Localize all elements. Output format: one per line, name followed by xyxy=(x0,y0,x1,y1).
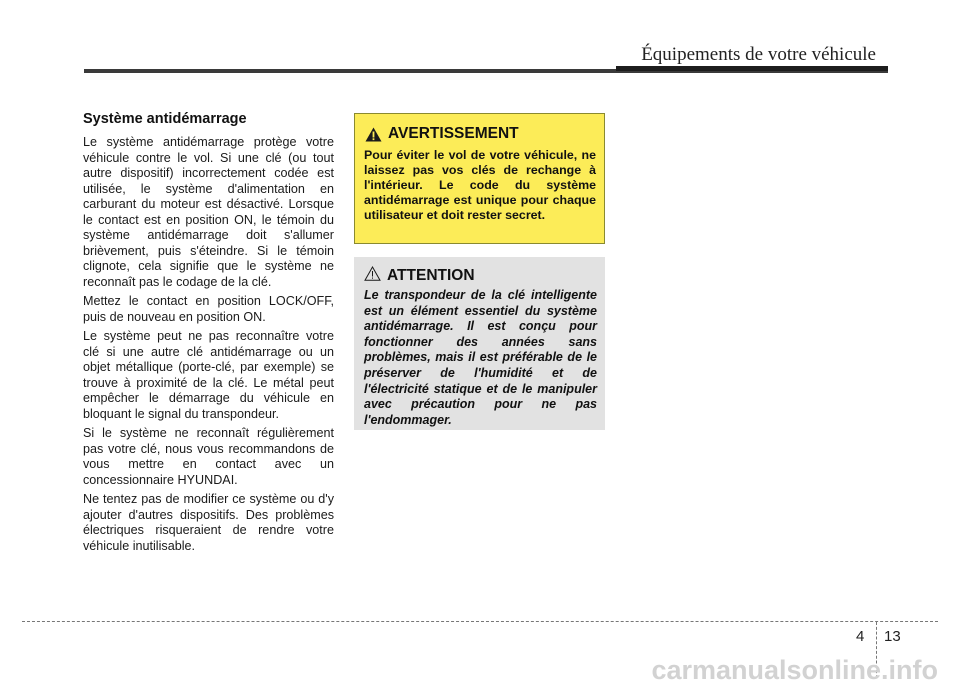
paragraph-1: Le système antidémarrage protège votre véhicule contre le vol. Si une clé (ou tout autre dispositif) incorrectement codée est utilisée, le système d'alimentation en carburant du moteur est désactivé. Lorsque le contact est en position ON, le témoin du système antidémarrage doit s'allumer brièvement, puis s'éteindre. Si le témoin clignote, cela signifie que le système ne reconnaît pas le codage de la clé. xyxy=(83,135,334,289)
attention-title: ATTENTION xyxy=(387,267,475,284)
warning-header xyxy=(365,121,519,147)
warning-box xyxy=(354,113,605,244)
watermark: carmanualsonline.info xyxy=(651,655,938,685)
paragraph-4: Si le système ne reconnaît régulièrement pas votre clé, nous vous recommandons de vous mettre en contact avec un concessionnaire HYUNDAI. xyxy=(83,426,334,487)
footer-divider xyxy=(22,621,938,622)
warning-title: AVERTISSEMENT xyxy=(388,125,519,142)
page-chapter: 4 xyxy=(856,628,865,645)
attention-box xyxy=(354,257,605,430)
paragraph-5: Ne tentez pas de modifier ce système ou d'y ajouter d'autres dispositifs. Des problèmes électriques risqueraient de rendre votre véhicule inutilisable. xyxy=(83,492,334,553)
caution-triangle-icon xyxy=(364,266,381,286)
paragraph-2: Mettez le contact en position LOCK/OFF, puis de nouveau en position ON. xyxy=(83,294,334,324)
warning-text: Pour éviter le vol de votre véhicule, ne laissez pas vos clés de rechange à l'intérieur. Le code du système antidémarrage est unique pour chaque utilisateur et doit rester secret. xyxy=(364,148,596,222)
attention-text: Le transpondeur de la clé intelligente est un élément essentiel du système antidémarrage. Il est conçu pour fonctionner des années sans problèmes, mais il est préférable de le préserver de l'humidité et de l'électricité statique et de le manipuler avec précaution pour ne pas l'endommager. xyxy=(364,288,597,427)
paragraph-3: Le système peut ne pas reconnaître votre clé si une autre clé antidémarrage ou un objet métallique (porte-clé, par exemple) se trouve à proximité de la clé. Le métal peut empêcher le démarrage du véhicule en bloquant le signal du transpondeur. xyxy=(83,329,334,421)
attention-header xyxy=(364,263,475,289)
page-number: 13 xyxy=(884,628,901,645)
header-rule-accent xyxy=(616,66,888,71)
section-title: Système antidémarrage xyxy=(83,111,247,127)
warning-triangle-icon xyxy=(365,127,382,142)
left-column xyxy=(83,108,334,558)
chapter-title: Équipements de votre véhicule xyxy=(641,44,876,65)
